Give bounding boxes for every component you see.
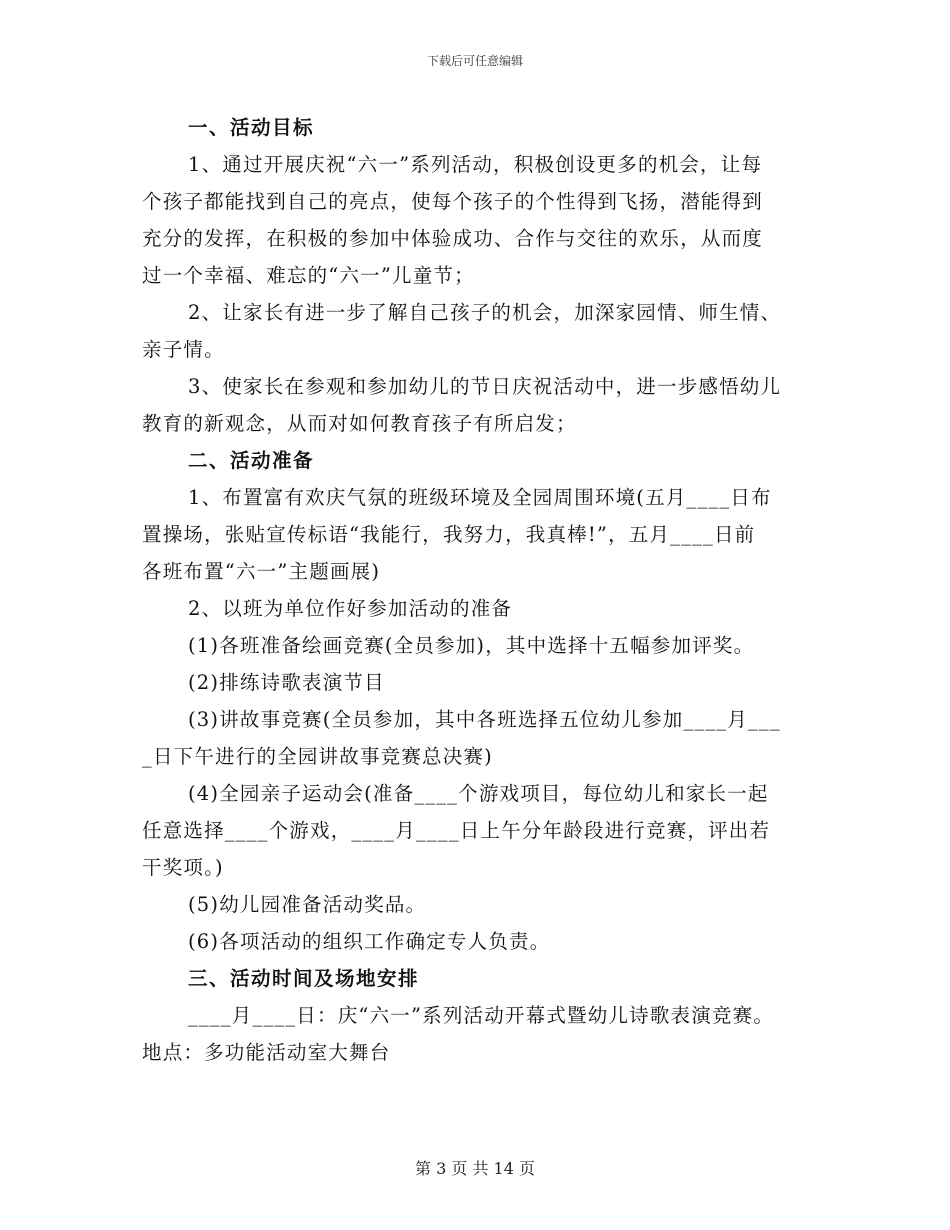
paragraph-line: 干奖项。) xyxy=(142,856,224,879)
section-heading-activity-preparation: 二、活动准备 xyxy=(188,449,315,472)
section-heading-schedule-venue: 三、活动时间及场地安排 xyxy=(188,967,420,990)
paragraph-line: 充分的发挥，在积极的参加中体验成功、合作与交往的欢乐，从而度 xyxy=(142,227,764,250)
paragraph-line: 个孩子都能找到自己的亮点，使每个孩子的个性得到飞扬，潜能得到 xyxy=(142,190,764,213)
paragraph-line: 亲子情。 xyxy=(142,338,225,361)
paragraph-line: 2、让家长有进一步了解自己孩子的机会，加深家园情、师生情、 xyxy=(188,301,782,324)
paragraph-line: 3、使家长在参观和参加幼儿的节日庆祝活动中，进一步感悟幼儿 xyxy=(188,375,782,398)
section-heading-activity-goals: 一、活动目标 xyxy=(188,116,315,139)
paragraph-line: 任意选择____个游戏，____月____日上午分年龄段进行竞赛，评出若 xyxy=(142,819,771,842)
page-header: 下载后可任意编辑 xyxy=(426,54,523,68)
paragraph-line: 教育的新观念，从而对如何教育孩子有所启发； xyxy=(142,412,577,435)
page-footer: 第 3 页 共 14 页 xyxy=(415,1159,535,1178)
list-item: (4)全园亲子运动会(准备____个游戏项目，每位幼儿和家长一起 xyxy=(188,782,769,805)
paragraph-line: 各班布置“六一”主题画展) xyxy=(142,560,381,583)
paragraph-line: ____月____日：庆“六一”系列活动开幕式暨幼儿诗歌表演竞赛。 xyxy=(188,1004,775,1027)
list-item: (6)各项活动的组织工作确定专人负责。 xyxy=(188,930,551,953)
paragraph-line: 1、通过开展庆祝“六一”系列活动，积极创设更多的机会，让每 xyxy=(188,153,763,176)
paragraph-line: 2、以班为单位作好参加活动的准备 xyxy=(188,597,513,620)
paragraph-line: 置操场，张贴宣传标语“我能行，我努力，我真棒!”，五月____日前 xyxy=(142,523,756,546)
paragraph-line: 过一个幸福、难忘的“六一”儿童节； xyxy=(142,264,475,287)
list-item: (2)排练诗歌表演节目 xyxy=(188,671,385,694)
paragraph-line: _日下午进行的全园讲故事竞赛总决赛) xyxy=(142,745,493,768)
list-item: (1)各班准备绘画竞赛(全员参加)，其中选择十五幅参加评奖。 xyxy=(188,634,755,657)
list-item: (3)讲故事竞赛(全员参加，其中各班选择五位幼儿参加____月___ xyxy=(188,708,781,731)
paragraph-line: 1、布置富有欢庆气氛的班级环境及全园周围环境(五月____日布 xyxy=(188,486,772,509)
list-item: (5)幼儿园准备活动奖品。 xyxy=(188,893,427,916)
paragraph-line: 地点：多功能活动室大舞台 xyxy=(142,1041,391,1064)
document-body xyxy=(142,109,812,1071)
